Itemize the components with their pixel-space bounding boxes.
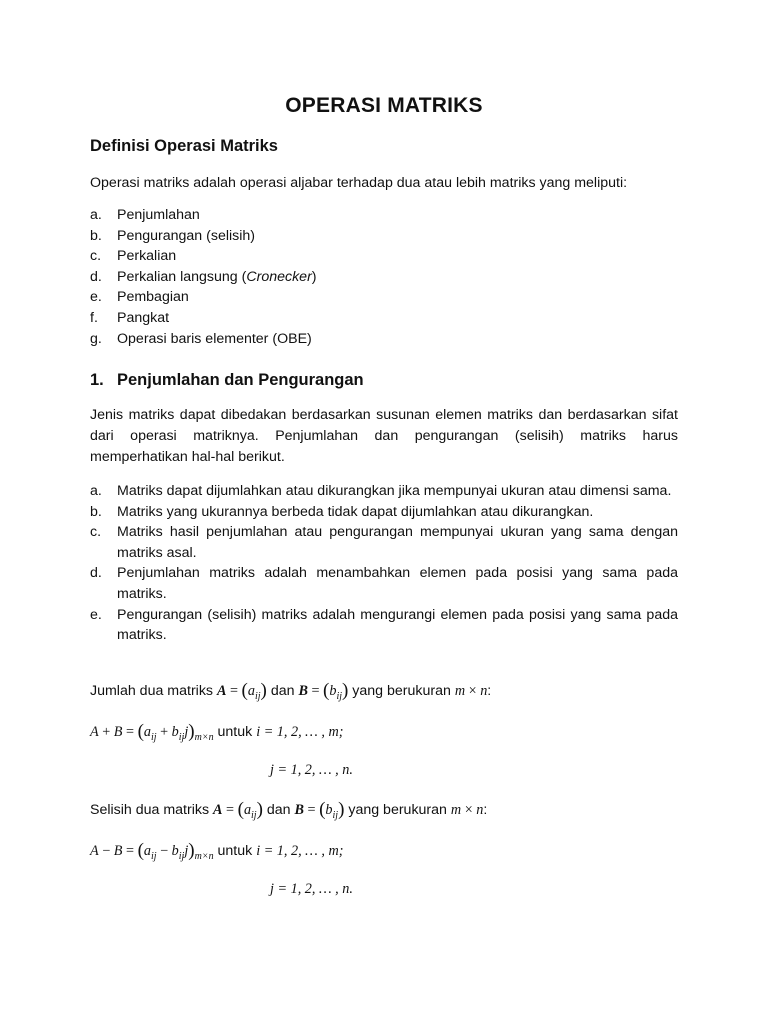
- page-title: OPERASI MATRIKS: [285, 94, 483, 117]
- list-item: b. Pengurangan (selisih): [90, 227, 256, 244]
- list-item: f. Pangkat: [90, 309, 170, 326]
- list-item: e. Pengurangan (selisih) matriks adalah mengurangi elemen pada posisi yang sama pada matriks.: [90, 606, 678, 644]
- diff-intro: Selisih dua matriks $A = (a_{ij})$ dan $B = (b_{ij})$ yang berukuran m × n:: [90, 799, 488, 821]
- list-item: g. Operasi baris elementer (OBE): [90, 330, 312, 347]
- list-item: c. Perkalian: [90, 248, 177, 265]
- rules-list: [90, 481, 678, 646]
- list-item: d. Perkalian langsung (Cronecker): [90, 268, 317, 285]
- section1-paragraph: Jenis matriks dapat dibedakan berdasarkan susunan elemen matriks dan berdasarkan sifat dari operasi matriknya. Penjumlahan dan pengurangan (selisih) matriks harus memperhatikan hal-hal berikut.: [90, 407, 678, 465]
- section-heading-definisi: Definisi Operasi Matriks: [90, 137, 278, 155]
- sum-intro: Jumlah dua matriks $A = (a_{ij})$ dan $B = (b_{ij})$ yang berukuran m × n:: [90, 680, 492, 702]
- sum-j-range: j = 1, 2, … , n.: [270, 762, 353, 778]
- list-item: a. Penjumlahan: [90, 207, 200, 223]
- list-item: c. Matriks hasil penjumlahan atau pengurangan mempunyai ukuran yang sama dengan matriks asal.: [90, 524, 678, 561]
- operation-list: [90, 205, 678, 349]
- definisi-intro: Operasi matriks adalah operasi aljabar terhadap dua atau lebih matriks yang meliputi:: [90, 175, 628, 191]
- sum-formula: $A + B = (a_{ij} + b_{ij}j)_{m\times n}$ untuk i = 1, 2, … , m;: [90, 721, 344, 743]
- list-item: b. Matriks yang ukurannya berbeda tidak dapat dijumlahkan atau dikurangkan.: [90, 503, 594, 520]
- diff-formula: $A - B = (a_{ij} - b_{ij}j)_{m\times n}$ untuk i = 1, 2, … , m;: [90, 840, 344, 862]
- list-item: d. Penjumlahan matriks adalah menambahkan elemen pada posisi yang sama pada matriks.: [90, 565, 678, 602]
- list-item: e. Pembagian: [90, 289, 189, 306]
- list-item: a. Matriks dapat dijumlahkan atau dikurangkan jika mempunyai ukuran atau dimensi sama.: [90, 483, 672, 499]
- diff-j-range: j = 1, 2, … , n.: [270, 881, 353, 897]
- section-heading-penjumlahan: 1. Penjumlahan dan Pengurangan: [90, 371, 364, 389]
